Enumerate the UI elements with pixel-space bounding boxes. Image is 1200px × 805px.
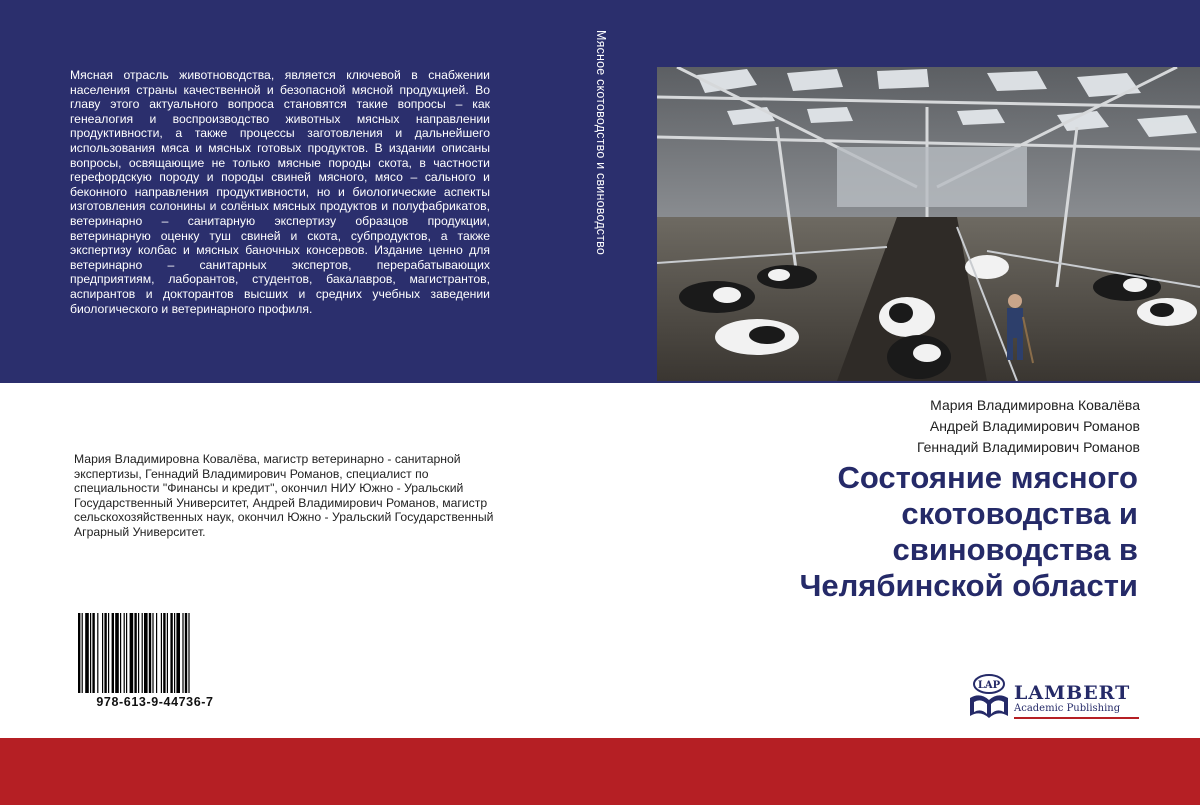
author-name: Геннадий Владимирович Романов	[917, 439, 1140, 455]
isbn-barcode	[70, 607, 240, 717]
publisher-subtitle: Academic Publishing	[1014, 703, 1121, 714]
lap-book-icon	[966, 672, 1012, 724]
publisher-logo	[966, 672, 1146, 724]
publisher-name: LAMBERT	[1014, 682, 1131, 704]
author-bio: Мария Владимировна Ковалёва, магистр ветеринарно - санитарной экспертизы, Геннадий Владимирович Романов, специалист по специальности "Финансы и кредит", окончил НИУ Южно - Уральский Государственный Университет, Андрей Владимирович Романов, магистр сельскохозяйственных наук, окончил Южно - Уральский Государственный Аграрный Университет.	[74, 452, 494, 539]
book-title	[668, 460, 1138, 604]
back-cover-blurb: Мясная отрасль животноводства, является ключевой в снабжении населения страны качественной и безопасной мясной продукцией. Во главу этого актуального вопроса становятся такие вопросы – как генеалогия и воспроизводство животных мясных направлении продуктивности, а также процессы заготовления и дальнейшего использования мяса и мясных готовых продуктов. В издании описаны вопросы, освящающие не только мясные породы скота, в частности герефордскую породу и породы свиней мясного, мясо – сального и беконного направления продуктивности, но и биологические аспекты изготовления солонины и солёных мясных продуктов и полуфабрикатов, ветеринарно – санитарную экспертизу образцов продукции, ветеринарную оценку туш свиней и скота, субпродуктов, а также экспертизу колбас и мясных баночных консервов. Издание ценно для ветеринарно – санитарных экспертов, перерабатывающих предприятиям, лаборантов, студентов, бакалавров, магистрантов, аспирантов и докторантов высших и средних учебных заведении биологического и ветеринарного профиля.	[70, 68, 490, 316]
publisher-rule	[1014, 717, 1139, 719]
cattle-barn-photo	[657, 67, 1200, 381]
author-list	[740, 395, 1140, 458]
title-line: скотоводства и	[901, 496, 1138, 531]
author-name: Мария Владимировна Ковалёва	[930, 397, 1140, 413]
barcode-icon	[74, 611, 236, 695]
title-line: Челябинской области	[799, 568, 1138, 603]
isbn-number: 978-613-9-44736-7	[96, 695, 214, 709]
barn-illustration	[657, 67, 1200, 381]
title-line: Состояние мясного	[837, 460, 1138, 495]
title-line: свиноводства в	[892, 532, 1138, 567]
bottom-red-band	[0, 738, 1200, 805]
author-name: Андрей Владимирович Романов	[929, 418, 1140, 434]
spine-title: Мясное скотоводство и свиноводство	[594, 30, 608, 256]
publisher-badge: LAP	[977, 680, 1001, 691]
